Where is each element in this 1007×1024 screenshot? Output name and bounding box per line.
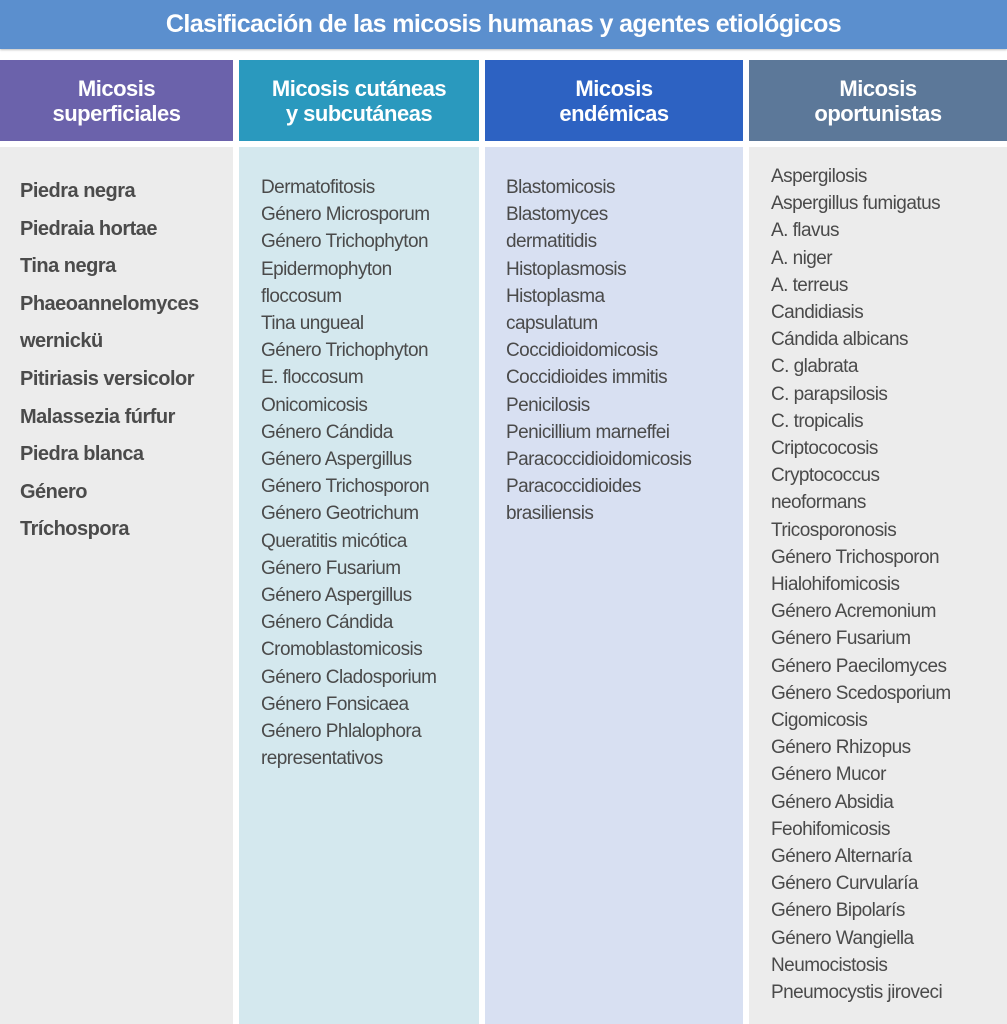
list-item-superficiales: Tina negra (20, 255, 116, 278)
column-oportunistas (749, 147, 1007, 1024)
list-item-oportunistas: A. flavus (771, 220, 839, 242)
header-cutaneas-line-2: y subcutáneas (285, 100, 433, 126)
list-item-endemicas: Histoplasma (506, 285, 605, 307)
list-item-oportunistas: Género Bipolarís (771, 900, 905, 922)
list-item-oportunistas: neoformans (771, 492, 866, 514)
list-item-superficiales: Tríchospora (20, 518, 129, 541)
page-title: Clasificación de las micosis humanas y agentes etiológicos (0, 0, 1007, 49)
list-item-oportunistas: Género Acremonium (771, 601, 936, 623)
list-item-cutaneas: Género Cándida (261, 612, 393, 634)
list-item-cutaneas: Queratitis micótica (261, 530, 407, 552)
list-item-oportunistas: Cándida albicans (771, 329, 908, 351)
header-superficiales (0, 60, 233, 141)
list-item-oportunistas: Pneumocystis jiroveci (771, 982, 943, 1004)
list-item-cutaneas: Tina ungueal (261, 313, 364, 335)
list-item-cutaneas: floccosum (261, 285, 342, 307)
list-item-oportunistas: Género Wangiella (771, 927, 914, 949)
list-item-oportunistas: Feohifomicosis (771, 818, 891, 840)
list-item-cutaneas: Género Phlalophora (261, 721, 422, 743)
list-item-oportunistas: C. glabrata (771, 356, 858, 378)
list-item-cutaneas: Cromoblastomicosis (261, 639, 423, 661)
header-oportunistas-line-1: Micosis (839, 75, 917, 101)
header-endemicas-line-2: endémicas (559, 100, 669, 126)
list-item-oportunistas: Género Alternaría (771, 846, 912, 868)
list-superficiales (20, 173, 199, 549)
list-item-superficiales: Piedraia hortae (20, 217, 158, 240)
list-item-oportunistas: Neumocistosis (771, 954, 888, 976)
list-item-cutaneas: Género Cándida (261, 421, 393, 443)
list-item-oportunistas: Género Scedosporium (771, 682, 951, 704)
list-item-oportunistas: Cryptococcus (771, 465, 880, 487)
list-item-cutaneas: Género Aspergillus (261, 449, 412, 471)
list-item-oportunistas: A. niger (771, 247, 833, 269)
list-item-endemicas: capsulatum (506, 313, 598, 335)
list-item-oportunistas: Aspergillus fumigatus (771, 193, 941, 215)
header-cutaneas-line-1: Micosis cutáneas (271, 75, 447, 101)
list-item-oportunistas: C. parapsilosis (771, 383, 888, 405)
list-item-oportunistas: Género Trichosporon (771, 546, 940, 568)
header-cutaneas (239, 60, 479, 141)
list-item-cutaneas: Género Geotrichum (261, 503, 419, 525)
list-item-endemicas: Penicilosis (506, 394, 590, 416)
list-item-oportunistas: Candidiasis (771, 302, 864, 324)
list-item-oportunistas: Género Mucor (771, 764, 886, 786)
list-item-oportunistas: Tricosporonosis (771, 519, 897, 541)
list-item-superficiales: wernickü (20, 330, 103, 353)
header-superficiales-line-2: superficiales (52, 100, 181, 126)
list-item-endemicas: Histoplasmosis (506, 258, 627, 280)
list-item-cutaneas: Epidermophyton (261, 258, 392, 280)
list-item-endemicas: Paracoccidioidomicosis (506, 449, 692, 471)
list-item-superficiales: Piedra blanca (20, 443, 144, 466)
list-oportunistas (771, 163, 951, 1006)
list-item-cutaneas: Género Trichophyton (261, 231, 428, 253)
header-oportunistas (749, 60, 1007, 141)
list-item-oportunistas: C. tropicalis (771, 410, 864, 432)
list-item-cutaneas: Onicomicosis (261, 394, 368, 416)
column-superficiales (0, 147, 233, 1024)
list-item-cutaneas: Género Trichophyton (261, 340, 428, 362)
list-item-endemicas: Blastomyces (506, 204, 608, 226)
header-oportunistas-line-2: oportunistas (814, 100, 942, 126)
list-item-endemicas: Coccidioides immitis (506, 367, 668, 389)
list-item-cutaneas: Género Fusarium (261, 557, 401, 579)
list-item-cutaneas: Género Aspergillus (261, 585, 412, 607)
list-item-endemicas: brasiliensis (506, 503, 594, 525)
list-item-oportunistas: Criptococosis (771, 438, 878, 460)
list-item-superficiales: Piedra negra (20, 180, 136, 202)
list-item-superficiales: Malassezia fúrfur (20, 405, 175, 428)
header-endemicas (485, 60, 743, 141)
list-item-endemicas: Blastomicosis (506, 177, 615, 198)
header-endemicas-line-1: Micosis (575, 75, 653, 101)
list-item-endemicas: Penicillium marneffei (506, 421, 670, 443)
list-item-cutaneas: Dermatofitosis (261, 177, 375, 198)
list-item-oportunistas: Hialohifomicosis (771, 574, 900, 596)
column-endemicas (485, 147, 743, 1024)
list-item-oportunistas: Cigomicosis (771, 710, 868, 732)
list-item-oportunistas: Género Rhizopus (771, 737, 911, 759)
list-item-endemicas: Coccidioidomicosis (506, 340, 658, 362)
list-item-oportunistas: Género Curvularía (771, 873, 918, 895)
header-superficiales-line-1: Micosis (77, 75, 156, 101)
list-item-oportunistas: Aspergilosis (771, 166, 867, 187)
list-item-cutaneas: E. floccosum (261, 367, 364, 389)
list-item-cutaneas: representativos (261, 748, 383, 770)
list-item-superficiales: Phaeoannelomyces (20, 292, 199, 315)
list-item-cutaneas: Género Fonsicaea (261, 693, 409, 715)
list-item-superficiales: Género (20, 480, 88, 503)
list-item-endemicas: dermatitidis (506, 231, 597, 253)
list-item-cutaneas: Género Trichosporon (261, 476, 430, 498)
list-item-oportunistas: Género Fusarium (771, 628, 911, 650)
list-item-oportunistas: A. terreus (771, 274, 848, 296)
list-item-endemicas: Paracoccidioides (506, 476, 641, 498)
list-item-cutaneas: Género Microsporum (261, 204, 430, 226)
list-item-oportunistas: Género Absidia (771, 791, 894, 813)
list-item-oportunistas: Género Paecilomyces (771, 655, 947, 677)
list-endemicas (506, 174, 691, 528)
column-cutaneas (239, 147, 479, 1024)
list-cutaneas (261, 174, 436, 772)
list-item-cutaneas: Género Cladosporium (261, 666, 437, 688)
list-item-superficiales: Pitiriasis versicolor (20, 367, 195, 390)
